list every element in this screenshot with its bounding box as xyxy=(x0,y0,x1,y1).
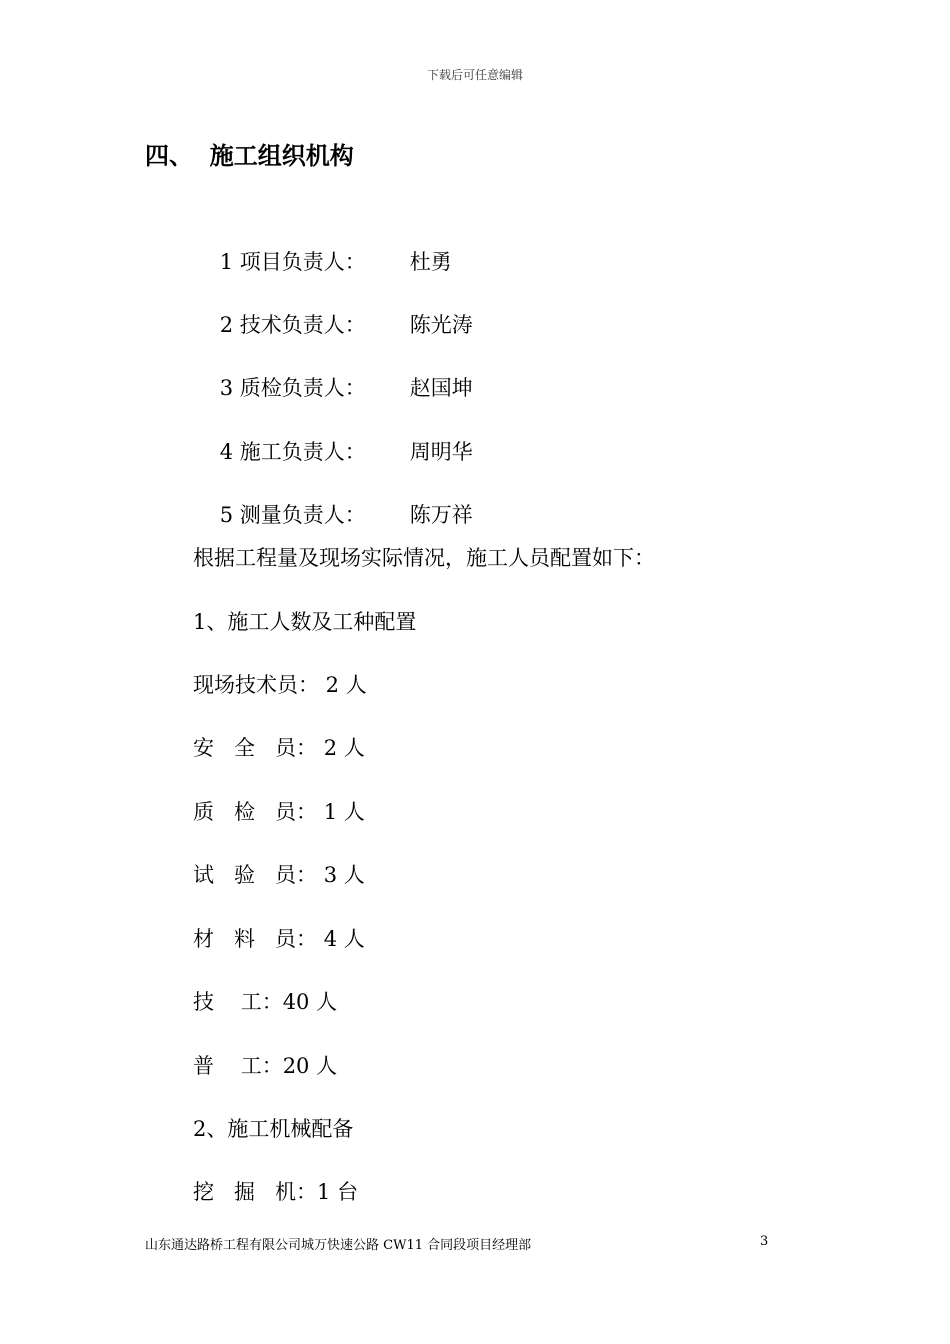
leader-row xyxy=(193,294,473,357)
leader-name: 赵国坤 xyxy=(409,376,473,400)
leader-name: 周明华 xyxy=(409,440,473,464)
staff-item: 现场技术员： 2 人 xyxy=(193,673,367,697)
staff-item: 材 料 员： 4 人 xyxy=(193,927,365,951)
leader-name: 陈光涛 xyxy=(409,313,473,337)
leader-role: 4 施工负责人： xyxy=(219,440,366,464)
leader-row xyxy=(193,231,452,294)
page-header-note: 下载后可任意编辑 xyxy=(426,68,523,82)
leader-row xyxy=(193,357,473,420)
leader-role: 2 技术负责人： xyxy=(219,313,366,337)
staff-item: 质 检 员： 1 人 xyxy=(193,800,365,824)
leader-row xyxy=(193,421,473,484)
staff-item: 试 验 员： 3 人 xyxy=(193,863,365,887)
page-number: 3 xyxy=(760,1234,769,1249)
staff-item: 普 工：20 人 xyxy=(193,1054,338,1078)
staff-item: 技 工：40 人 xyxy=(193,990,338,1014)
leader-name: 陈万祥 xyxy=(409,503,473,527)
leader-role: 1 项目负责人： xyxy=(219,250,366,274)
machine-heading: 2、施工机械配备 xyxy=(193,1117,354,1141)
leader-role: 5 测量负责人： xyxy=(219,503,366,527)
section-title: 四、 施工组织机构 xyxy=(145,142,354,170)
machine-item: 挖 掘 机：1 台 xyxy=(193,1180,359,1204)
footer-company: 山东通达路桥工程有限公司城万快速公路 CW11 合同段项目经理部 xyxy=(145,1238,532,1253)
staff-item: 安 全 员： 2 人 xyxy=(193,736,365,760)
staff-heading: 1、施工人数及工种配置 xyxy=(193,610,417,634)
intro-paragraph: 根据工程量及现场实际情况，施工人员配置如下： xyxy=(193,546,655,570)
leader-role: 3 质检负责人： xyxy=(219,376,366,400)
leader-row xyxy=(193,484,473,547)
leader-name: 杜勇 xyxy=(409,250,452,274)
